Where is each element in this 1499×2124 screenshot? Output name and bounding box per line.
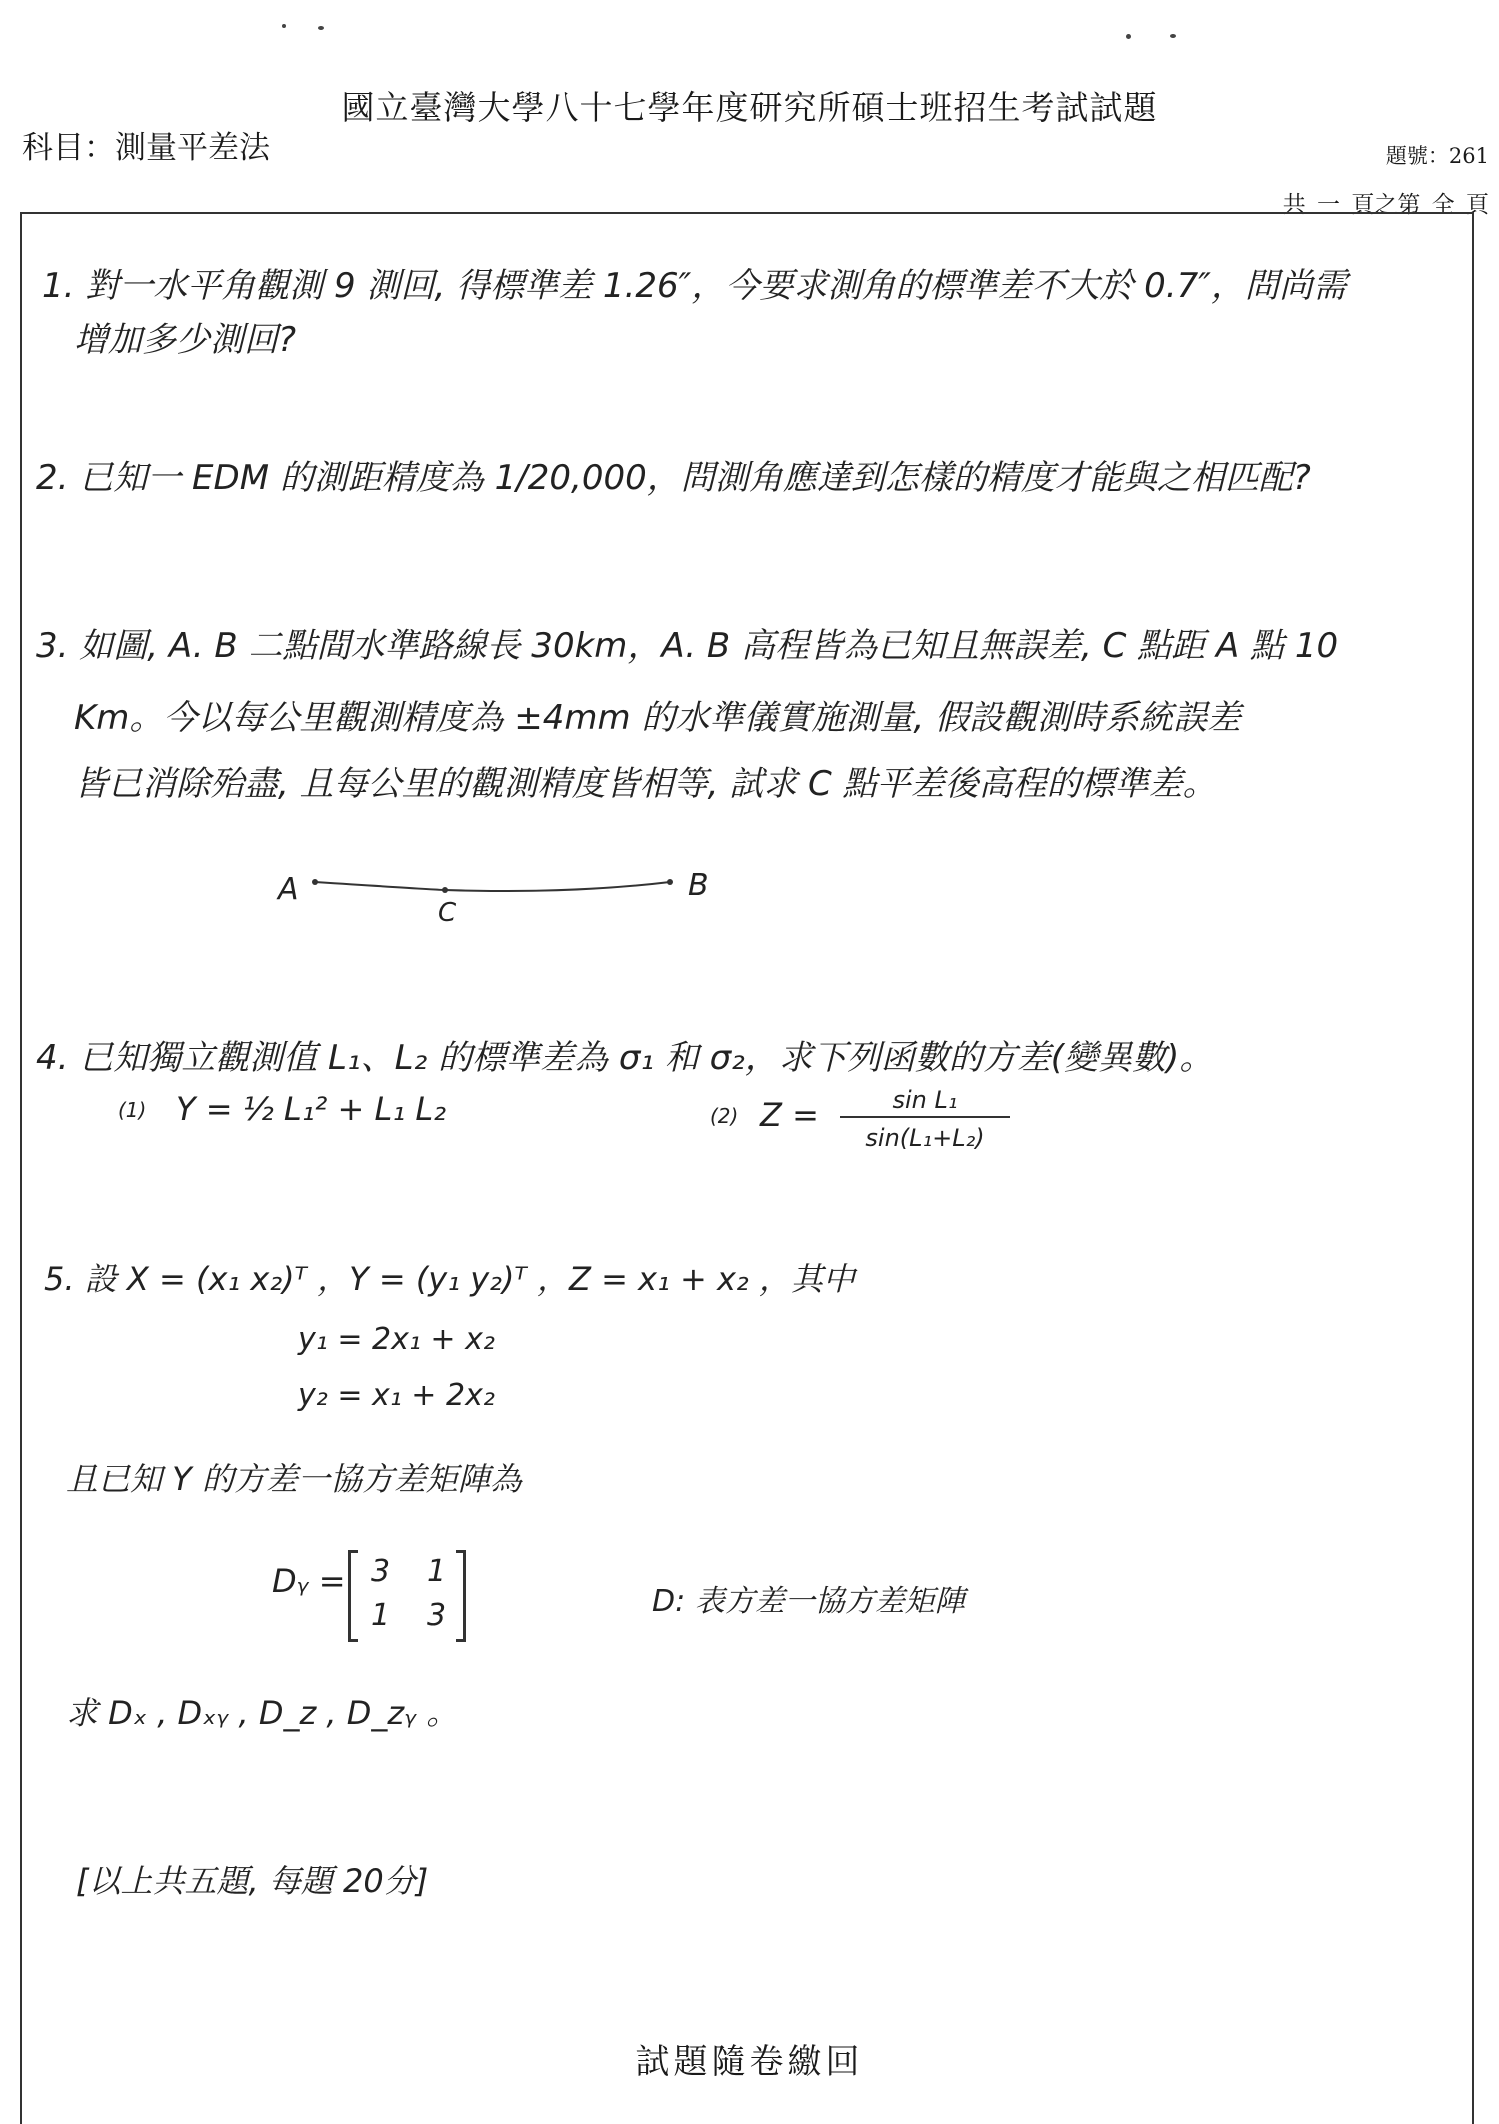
question-3-line-1: 3. 如圖, A. B 二點間水準路線長 30km，A. B 高程皆為已知且無誤差, C 點距 A 點 10: [36, 626, 1339, 666]
matrix-cell-11: 3: [371, 1554, 391, 1589]
formula-2-label: (2): [710, 1104, 739, 1128]
point-a-label: A: [278, 872, 299, 907]
matrix-cell-12: 1: [427, 1554, 447, 1589]
matrix-cell-22: 3: [427, 1598, 447, 1633]
question-3-line-3: 皆已消除殆盡, 且每公里的觀測精度皆相等, 試求 C 點平差後高程的標準差。: [74, 764, 1217, 804]
equation-y2: y₂ = x₁ + 2x₂: [298, 1378, 495, 1413]
scan-speck: [318, 26, 324, 30]
question-5-ask: 求 Dₓ , Dₓᵧ , D_z , D_zᵧ 。: [66, 1694, 459, 1732]
covariance-matrix: [348, 1550, 466, 1642]
score-note: [以上共五題, 每題 20分]: [76, 1862, 429, 1900]
point-a-marker: [312, 879, 318, 885]
scan-speck: [1126, 34, 1131, 39]
page-count: 共 一 頁之第 全 頁: [1282, 192, 1489, 218]
formula-1: Y = ½ L₁² + L₁ L₂: [176, 1090, 447, 1128]
scan-speck: [1170, 34, 1176, 38]
return-exam-notice: 試題隨卷繳回: [635, 2042, 864, 2082]
matrix-cell-21: 1: [371, 1598, 391, 1633]
formula-2-numerator: sin L₁: [840, 1086, 1010, 1118]
matrix-lhs: Dᵧ =: [272, 1562, 346, 1600]
point-c-marker: [442, 887, 448, 893]
exam-title: 國立臺灣大學八十七學年度研究所碩士班招生考試試題: [341, 88, 1158, 127]
question-4-line-1: 4. 已知獨立觀測值 L₁、L₂ 的標準差為 σ₁ 和 σ₂，求下列函數的方差(變異數)。: [36, 1038, 1214, 1078]
point-b-label: B: [688, 868, 709, 903]
point-c-label: C: [438, 898, 457, 928]
point-b-marker: [667, 879, 673, 885]
matrix-note: D: 表方差一協方差矩陣: [652, 1584, 965, 1619]
question-5-line-1: 5. 設 X = (x₁ x₂)ᵀ ，Y = (y₁ y₂)ᵀ ，Z = x₁ + x₂ ，其中: [44, 1260, 855, 1298]
question-2-line-1: 2. 已知一 EDM 的測距精度為 1/20,000，問測角應達到怎樣的精度才能與之相匹配?: [36, 458, 1311, 498]
scan-speck: [282, 24, 286, 28]
leveling-route-line: [315, 882, 670, 891]
question-3-line-2: Km。今以每公里觀測精度為 ±4mm 的水準儀實施測量, 假設觀測時系統誤差: [74, 698, 1242, 738]
formula-2-denominator: sin(L₁+L₂): [865, 1124, 985, 1152]
question-1-line-1: 1. 對一水平角觀測 9 測回, 得標準差 1.26″，今要求測角的標準差不大於 0.7″，問尚需: [42, 266, 1347, 306]
subject-label: 科目：測量平差法: [22, 130, 270, 166]
equation-y1: y₁ = 2x₁ + x₂: [298, 1322, 495, 1357]
given-covariance-text: 且已知 Y 的方差一協方差矩陣為: [66, 1460, 522, 1498]
formula-1-label: (1): [118, 1098, 147, 1122]
question-1-line-2: 增加多少測回?: [74, 320, 297, 360]
leveling-line-figure: [270, 860, 750, 940]
formula-2-lhs: Z =: [760, 1096, 819, 1134]
question-number: 題號：261: [1385, 144, 1489, 168]
